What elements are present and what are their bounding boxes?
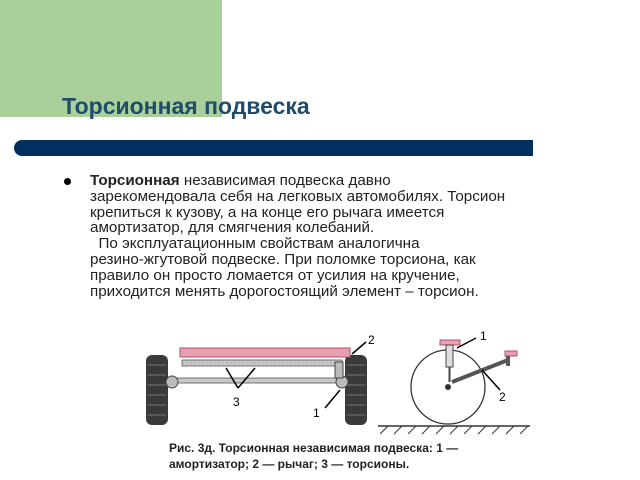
label-2-left: 2 [368, 333, 375, 347]
bullet-line-7: приходится менять дорогостоящий элемент – торсион. [90, 282, 479, 300]
caption-line-1: Рис. 3д. Торсионная независимая подвеска: 1 — [169, 441, 459, 455]
right-diagram [378, 329, 530, 434]
bullet-line-5: резино-жгутовой подвеске. При поломке торсиона, как [90, 250, 476, 268]
label-1-right: 1 [480, 329, 487, 343]
bullet-line-1: зарекомендовала себя на легковых автомобилях. Торсион [90, 187, 506, 205]
bullet-line-0 [90, 173, 590, 189]
title-underline-bar [14, 140, 533, 156]
bullet-line-6: правило он просто ломается от усилия на кручение, [90, 266, 460, 284]
label-2-right: 2 [499, 390, 506, 404]
figure-caption [169, 440, 458, 472]
bullet-line-3: амортизатор, для смягчения колебаний. [90, 219, 375, 237]
suspension-figure [130, 320, 530, 438]
caption-line-2: амортизатор; 2 — рычаг; 3 — торсионы. [169, 457, 410, 471]
torsion-bar-lower [170, 378, 345, 383]
label-3-left: 3 [233, 395, 240, 409]
bullet-line-4: По эксплуатационным свойствам аналогична [90, 235, 420, 253]
slide-title: Торсионная подвеска [62, 93, 310, 119]
bullet-text [90, 173, 590, 299]
body-beam [180, 348, 350, 357]
bullet-icon [64, 178, 71, 185]
left-diagram [146, 333, 375, 425]
bullet-lead: Торсионная [90, 172, 180, 189]
label-1-left: 1 [313, 406, 320, 420]
bullet-lead-rest: независимая подвеска давно [179, 172, 391, 189]
bullet-line-2: крепиться к кузову, а на конце его рычага имеется [90, 203, 445, 221]
